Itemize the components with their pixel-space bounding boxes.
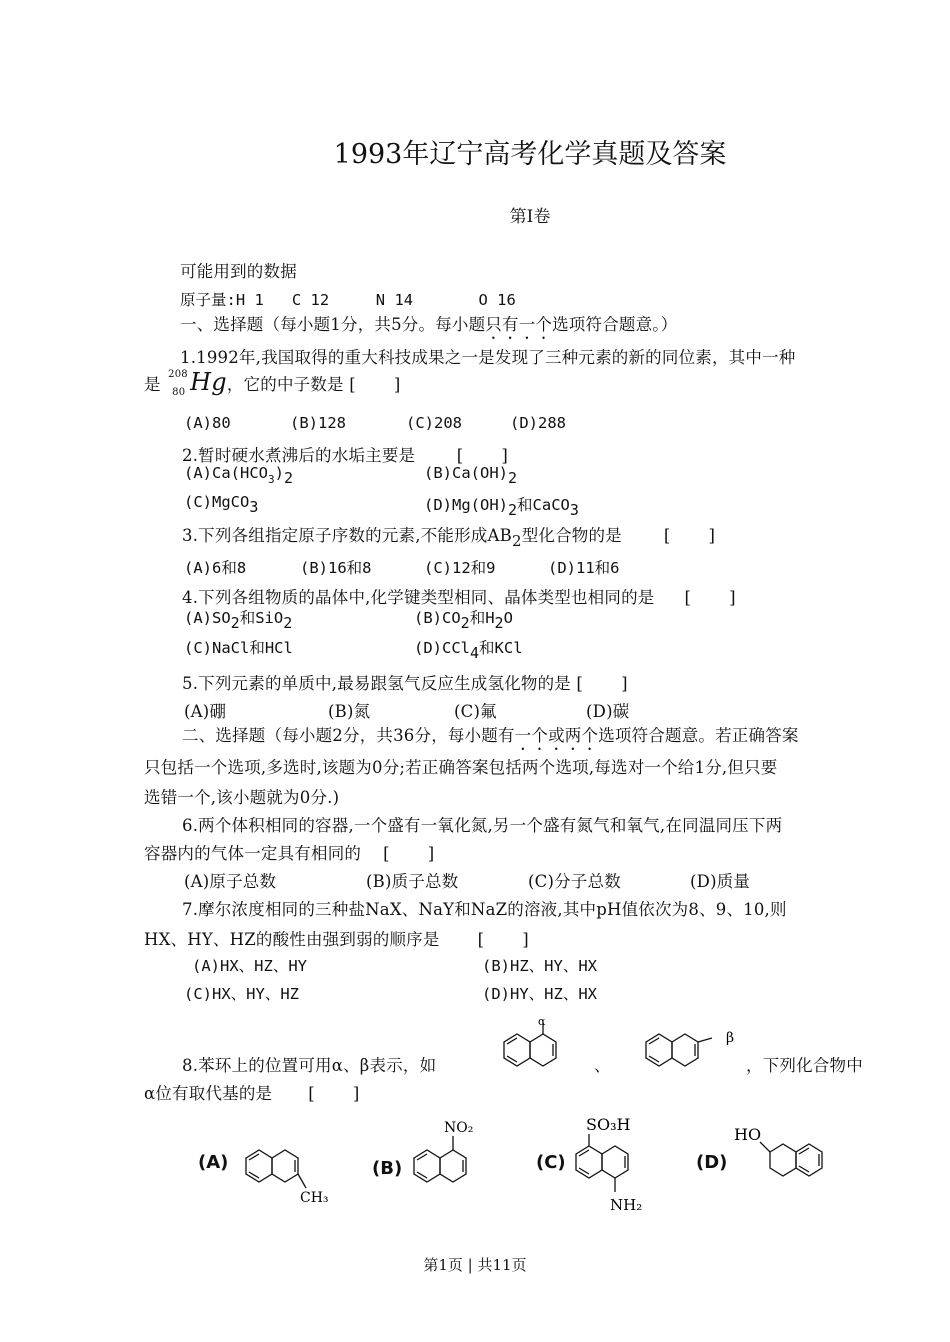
q7-option-a: (A)HX、HZ、HY — [192, 957, 307, 975]
sulfonic-group: SO₃H — [586, 1115, 631, 1134]
q8-option-d-structure — [730, 1118, 834, 1190]
q1-line1: 1.1992年,我国取得的重大科技成果之一是发现了三种元素的新的同位素，其中一种 — [180, 348, 796, 367]
q8-option-b-structure — [408, 1112, 498, 1192]
q1-symbol: Hg — [190, 368, 227, 396]
q2-stem-text: 2.暂时硬水煮沸后的水垢主要是 — [182, 446, 416, 465]
q8-comma: 、 — [594, 1056, 611, 1075]
q1-line2 — [144, 368, 400, 403]
section2-emphasis: 一个或两个 — [514, 726, 599, 745]
q6-line1: 6.两个体积相同的容器,一个盛有一氧化氮,另一个盛有氮气和氧气,在同温同压下两 — [182, 816, 783, 835]
q7-option-d: (D)HY、HZ、HX — [482, 985, 597, 1003]
q2-option-d: (D)Mg(OH)2和CaCO3 — [424, 496, 579, 519]
q7-option-c: (C)HX、HY、HZ — [184, 985, 299, 1003]
q5-option-d: (D)碳 — [586, 702, 630, 721]
page-title: 1993年辽宁高考化学真题及答案 — [333, 139, 727, 170]
q4-option-d: (D)CCl4和KCl — [414, 639, 523, 662]
q3-option-c: (C)12和9 — [424, 559, 496, 577]
q1-option-a: (A)80 — [184, 414, 231, 432]
atomic-masses: 原子量:H 1 C 12 N 14 O 16 — [180, 291, 516, 309]
q5-option-b: (B)氮 — [328, 702, 371, 721]
q8-line2: α位有取代基的是 [ ] — [144, 1084, 360, 1103]
q4-stem: 4.下列各组物质的晶体中,化学键类型相同、晶体类型也相同的是 [ ] — [182, 588, 736, 607]
q1-option-b: (B)128 — [290, 414, 346, 432]
q4-option-a: (A)SO2和SiO2 — [184, 609, 293, 632]
q6-option-d: (D)质量 — [690, 872, 751, 891]
section2-line2: 只包括一个选项,多选时,该题为0分;若正确答案包括两个选项,每选对一个给1分,但只要 — [144, 758, 778, 777]
q6-option-b: (B)质子总数 — [366, 872, 459, 891]
methyl-group: CH₃ — [300, 1190, 329, 1206]
nitro-group: NO₂ — [444, 1120, 474, 1136]
q5-stem: 5.下列元素的单质中,最易跟氢气反应生成氢化物的是 [ ] — [182, 674, 628, 693]
q8-option-c-structure — [570, 1110, 660, 1218]
section1-emphasis: 只有一个 — [485, 315, 553, 334]
section1-text-a: 一、选择题（每小题1分，共5分。每小题 — [180, 315, 486, 334]
q4-option-c: (C)NaCl和HCl — [184, 639, 293, 657]
q5-option-c: (C)氟 — [454, 702, 497, 721]
q2-stem — [182, 442, 508, 466]
q3-stem: 3.下列各组指定原子序数的元素,不能形成AB2型化合物的是 [ ] — [182, 526, 716, 550]
q2-option-c: (C)MgCO3 — [184, 493, 259, 516]
q8-option-a-label: (A) — [198, 1152, 229, 1173]
section1-text-b: 选项符合题意。） — [552, 315, 678, 334]
q8-line1b: ，下列化合物中 — [746, 1056, 863, 1075]
q1-option-c: (C)208 — [406, 414, 462, 432]
q8-option-a-structure — [240, 1138, 344, 1210]
q3-option-d: (D)11和6 — [548, 559, 620, 577]
q1-option-d: (D)288 — [510, 414, 566, 432]
hydroxyl-group: HO — [734, 1125, 762, 1144]
q8-option-d-label: (D) — [696, 1152, 728, 1173]
amino-group: NH₂ — [610, 1196, 643, 1214]
q1-suffix: ，它的中子数是 [ — [226, 375, 356, 394]
q2-option-b: (B)Ca(OH)2 — [424, 464, 518, 487]
q7-line1: 7.摩尔浓度相同的三种盐NaX、NaY和NaZ的溶液,其中pH值依次为8、9、10,则 — [182, 900, 787, 919]
beta-label: β — [726, 1030, 735, 1046]
alpha-label: α — [538, 1018, 546, 1028]
q7-line2: HX、HY、HZ的酸性由强到弱的顺序是 [ ] — [144, 930, 529, 949]
q6-option-c: (C)分子总数 — [528, 872, 621, 891]
q1-mass-number: 208 — [168, 368, 188, 380]
q8-option-b-label: (B) — [372, 1158, 403, 1179]
q6-line2: 容器内的气体一定具有相同的 [ ] — [144, 844, 435, 863]
section1-heading — [180, 311, 677, 343]
q1-close: ] — [393, 375, 401, 394]
q8-option-c-label: (C) — [536, 1152, 566, 1173]
q2-option-a: $(A)Ca(HCO_3)2$ — [184, 464, 293, 487]
naphthalene-beta-diagram — [640, 1020, 744, 1076]
data-heading: 可能用到的数据 — [180, 262, 297, 281]
page-footer: 第1页 | 共11页 — [423, 1256, 527, 1274]
q5-option-a: (A)硼 — [184, 702, 227, 721]
q1-prefix: 是 — [144, 375, 161, 394]
q3-option-a: (A)6和8 — [184, 559, 247, 577]
q2-close: ] — [501, 446, 508, 465]
q8-line1a: 8.苯环上的位置可用α、β表示，如 — [182, 1056, 437, 1075]
q3-option-b: (B)16和8 — [300, 559, 372, 577]
volume-heading: 第Ⅰ卷 — [509, 207, 551, 227]
q2-open: [ — [456, 446, 464, 465]
naphthalene-alpha-diagram — [498, 1018, 582, 1074]
q1-atomic-number: 80 — [172, 386, 186, 398]
q1-nuclide-numbers — [166, 369, 190, 403]
q6-option-a: (A)原子总数 — [184, 872, 277, 891]
q7-option-b: (B)HZ、HY、HX — [482, 957, 597, 975]
section2-heading: 二、选择题（每小题2分，共36分，每小题有一个或两个选项符合题意。若正确答案 — [182, 726, 799, 745]
q4-option-b: (B)CO2和H2O — [414, 609, 513, 632]
section2-line3: 选错一个,该小题就为0分.) — [144, 788, 340, 807]
